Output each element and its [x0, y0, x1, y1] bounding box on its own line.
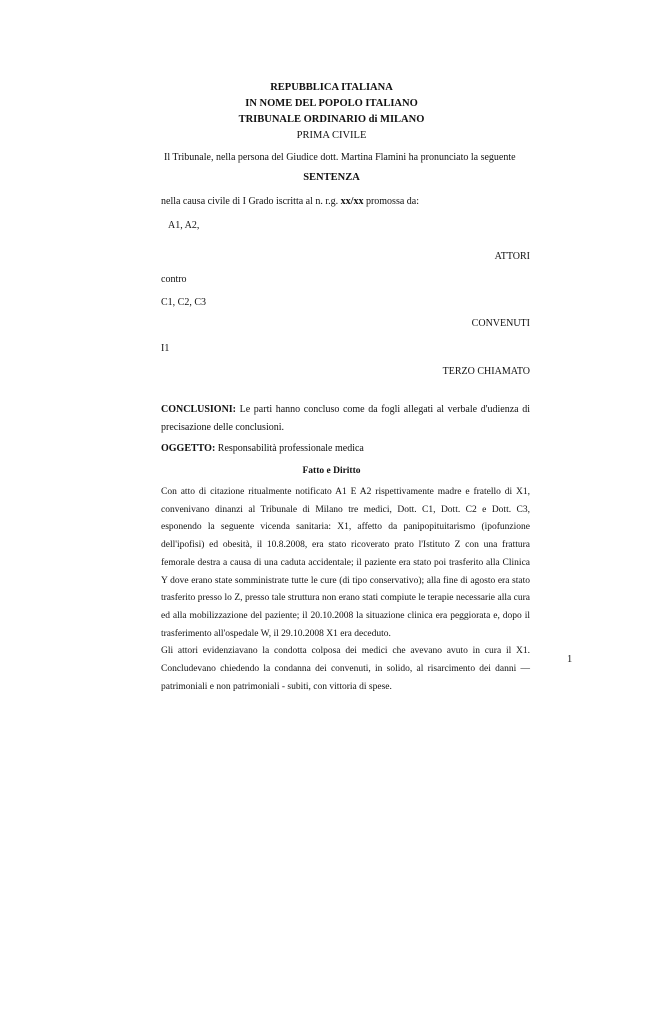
convenuti-role: CONVENUTI	[471, 318, 530, 329]
terzo-names: I1	[161, 343, 170, 354]
document-type-title: SENTENZA	[303, 172, 360, 183]
body-paragraph: Gli attori evidenziavano la condotta colposa dei medici che avevano avuto in cura il X1. Concludevano chiedendo la condanna dei convenuti, in solido, al risarcimento dei danni — patrimoniali e non patrimoniali - subiti, con vittoria di spese.	[161, 646, 530, 692]
page-number: 1	[567, 654, 573, 665]
oggetto-text: Responsabilità professionale medica	[215, 443, 364, 454]
header-court: TRIBUNALE ORDINARIO di MILANO	[238, 114, 425, 125]
section-title: Fatto e Diritto	[302, 466, 361, 476]
oggetto-line	[161, 443, 364, 454]
body-paragraph: Con atto di citazione ritualmente notificato A1 E A2 rispettivamente madre e fratello di X1, convenivano dinanzi al Tribunale di Milano tre medici, Dott. C1, Dott. C2 e Dott. C3, esponendo la seguente vicenda sanitaria: X1, affetto da panipopituitarismo (ipofunzione dell'ipofisi) ed obesità, il 10.8.2008, era stato ricoverato prato l'Istituto Z con una frattura femorale destra a causa di una caduta accidentale; il paziente era stato poi trasferito alla Clinica Y dove erano state somministrate tutte le cure (di tipo conservativo); alla fine di agosto era stato trasferito presso lo Z, presso tale struttura non erano stati compiute le terapie necessarie alla cura ed alla mobilizzazione del paziente; il 20.10.2008 la situazione clinica era peggiorata e, dopo il trasferimento all'ospedale W, il 29.10.2008 X1 era deceduto.	[161, 487, 530, 639]
causa-suffix: promossa da:	[363, 196, 419, 207]
causa-prefix: nella causa civile di I Grado iscritta al n. r.g.	[161, 196, 341, 207]
causa-number: xx/xx	[340, 196, 364, 207]
conclusioni-label: CONCLUSIONI:	[161, 404, 237, 415]
convenuti-names: C1, C2, C3	[161, 297, 207, 308]
header-people: IN NOME DEL POPOLO ITALIANO	[245, 98, 418, 109]
fatto-body	[161, 484, 530, 696]
attori-names: A1, A2,	[168, 220, 200, 231]
oggetto-label: OGGETTO:	[161, 443, 216, 454]
header-republic: REPUBBLICA ITALIANA	[270, 82, 393, 93]
conclusioni-text: Le parti hanno concluso come da fogli allegati al verbale d'udienza di precisazione delle conclusioni.	[161, 404, 530, 433]
contro-label: contro	[161, 274, 187, 285]
terzo-role: TERZO CHIAMATO	[442, 366, 530, 377]
header-section: PRIMA CIVILE	[296, 130, 367, 141]
intro-text: Il Tribunale, nella persona del Giudice dott. Martina Flamini ha pronunciato la seguente	[164, 152, 516, 163]
causa-line	[161, 196, 419, 207]
attori-role: ATTORI	[494, 251, 530, 262]
conclusioni-paragraph	[161, 401, 530, 437]
